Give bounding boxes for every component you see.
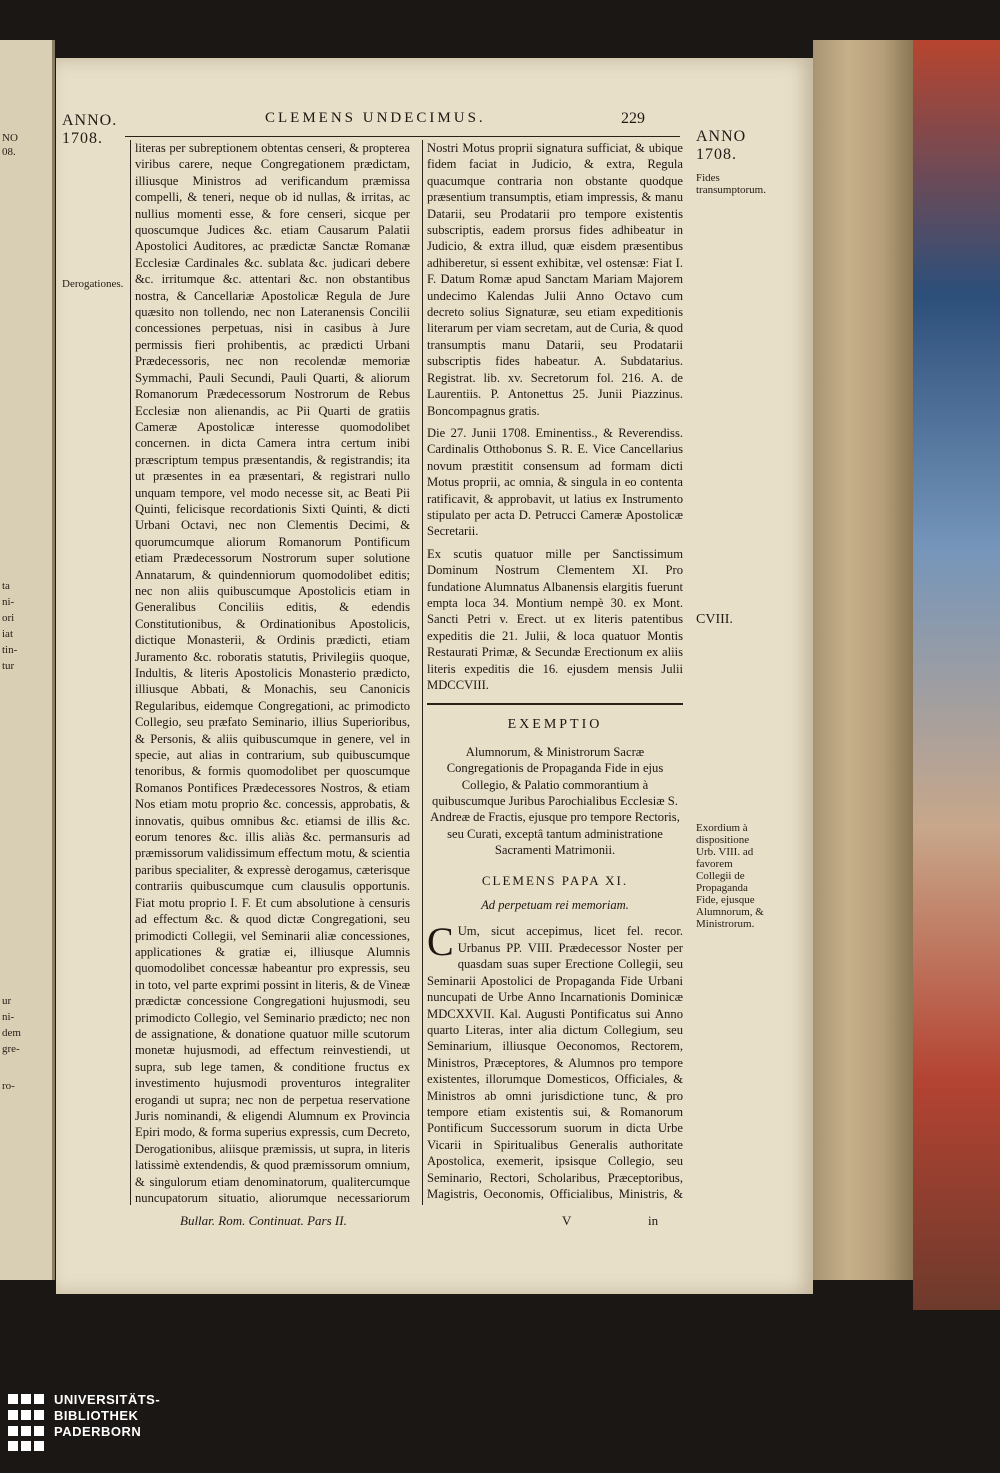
- prev-page-fragment: tur: [2, 660, 15, 672]
- logo-line: BIBLIOTHEK: [54, 1408, 139, 1423]
- logo-text: [54, 1392, 160, 1440]
- marginal-note-exordium: Exordium à dispositione Urb. VIII. ad favorem Collegii de Propaganda Fide, ejusque Alumnorum, & Ministrorum.: [696, 822, 764, 930]
- margin-year-left: [62, 112, 122, 148]
- signature-mark: V: [562, 1213, 572, 1228]
- prev-page-fragment: ni-: [2, 596, 15, 608]
- paragraph: Die 27. Junii 1708. Eminentiss., & Reverendiss. Cardinalis Otthobonus S. R. E. Vice Cancellarius novum præstitit consensum ad formam dicti Motus proprii, ac omnia, & singula in eo contenta ratificavit, & approbavit, ut latius ex Instrumento stipulato per acta D. Petrucci Cameræ Apostolicæ Secretarii.: [427, 425, 683, 539]
- prev-page-fragment: ro-: [2, 1080, 15, 1092]
- anno-label: ANNO: [696, 128, 747, 145]
- paragraph: [427, 919, 683, 1205]
- left-text-column: [130, 140, 410, 1205]
- page-fore-edge: [813, 40, 913, 1280]
- logo-grid-icon: [8, 1394, 44, 1454]
- section-summary: Alumnorum, & Ministrorum Sacræ Congregationis de Propaganda Fide in ejus Collegio, & Palatio commorantium à quibuscumque Juribus Parochialibus Ecclesiæ S. Andreæ de Fractis, ejusque pro tempore Rectoris, seu Curati, exceptâ tantum administratione Sacramenti Matrimonii.: [430, 744, 680, 858]
- running-head-title: CLEMENS UNDECIMUS.: [265, 110, 486, 126]
- prev-page-fragment: gre-: [2, 1043, 20, 1055]
- prev-page-fragment: NO: [2, 132, 18, 144]
- paragraph: Nostri Motus proprii signatura sufficiat, & ubique fidem faciat in Judicio, & extra, Regula quacumque contraria non obstante quodque præsentium transumptis, etiam impressis, & manu Datarii, seu Prodatarii pro tempore existentis subscriptis, eadem prorsus fides adhibeatur in Judicio, & extra illud, quæ eisdem præsentibus adhiberetur, si essent exhibitæ, vel ostensæ: Fiat I. F. Datum Romæ apud Sanctam Mariam Majorem undecimo Kalendas Julii Anno Octavo cum decreto solius Signaturæ, seu etiam expeditionis literarum per viam secretam, aut de Curia, & quod transumptis manu Datarii, seu Prodatarii subscriptis fides habeatur. A. Subdatarius. Registrat. lib. xv. Secretorum fol. 216. A. de Laurentiis. P. Antonettus 25. Junii Piazzinus. Boncompagnus gratis.: [427, 141, 683, 418]
- prev-page-fragment: ta: [2, 580, 10, 592]
- anno-year: 1708.: [696, 146, 737, 163]
- page-number: 229: [621, 110, 645, 127]
- paragraph: Ex scutis quatuor mille per Sanctissimum Dominum Nostrum Clementem XI. Pro fundatione Alumnatus Albanensis elargitis fuerunt empta loca 34. Montium nempè 30. ex Mont. Sancti Petri v. Erect. ut ex literis patentibus expeditis die 21. Julii, & loca quatuor Montis Restaurati Primæ, & Secundæ Erectionum ex aliis literis expeditis die 16. ejusdem mensis Julii MDCCVIII.: [427, 546, 683, 692]
- prev-page-fragment: iat: [2, 628, 13, 640]
- pope-title: CLEMENS PAPA XI.: [481, 872, 629, 888]
- previous-page-edge: [0, 40, 55, 1280]
- prev-page-fragment: ur: [2, 995, 12, 1007]
- marginal-note-fides: Fides transumptorum.: [696, 172, 766, 196]
- drop-cap: C: [427, 919, 454, 965]
- prev-page-fragment: ori: [2, 612, 15, 624]
- paragraph: literas per subreptionem obtentas censeri, & propterea viribus carere, neque Congregationem prædictam, illiusque Ministros ad verificandum præmissa compelli, & teneri, neque ob id nullas, & irritas, ac nullius momenti esse, & fore censeri, sicque per quoscumque Judices &c. etiam Causarum Palatii Apostolici Auditores, ac prædictæ Sanctæ Romanæ Ecclesiæ Cardinales &c. sublata &c. judicari debere &c. irritumque &c. attentari &c. non obstantibus nostra, & Cancellariæ Apostolicæ Regula de Jure quæsito non tollendo, nec non Lateranensis Concilii concessiones perpetuas, nisi in casibus à Jure permissis fieri prohibentis, ac prædicti Urbani Prædecessoris, nec non recolendæ memoriæ Symmachi, Pauli Secundi, Pauli Quarti, & aliorum Romanorum Prædecessorum Nostrorum de Rebus Ecclesiæ non alienandis, ac Pii Quarti de gratiis Cameræ Apostolicæ interesse quomodolibet concernen. in dicta Camera intra certum inibi præscriptum tempus præsentandis, & registrandis; ita ut præsentes in ea præsentari, & registrari nullo unquam tempore, vel modo necesse sit, ac Beati Pii Quinti, felicisque recordationis Sixti Quinti, & dicti Urbani Octavi, nec non Clementis Decimi, & quorumcumque aliorum Romanorum Pontificum etiam Prædecessorum Nostrorum super solutione Annatarum, & quindenniorum quomodolibet editis; nec non aliis quibuscumque Apostolicis etiam in Generalibus Conciliis editis, & edendis Constitutionibus, & Ordinationibus Apostolicis, dictique Monasterii, & Ordinis prædicti, etiam Juramento &c. roboratis statutis, Privilegiis quoque, Indultis, & literis Apostolicis Monasterio prædicto, illiusque Abbati, & Monachis, seu Canonicis Regularibus, eidemque Congregationi, ac primodicto Collegio, seu præfato Seminario, illius Superioribus, & Personis, & aliis quibuscumque in genere, vel in specie, aut alias in contrarium, sub quibuscumque tenoribus, & formis quomodolibet per quoscumque Romanos Pontifices Prædecessores Nostros, & etiam Nos etiam motu proprio &c. concessis, approbatis, & innovatis, quibus omnibus &c. etiamsi de illis &c. eorum tenores &c. illis aliàs &c. permansuris ad præmissorum validissimum effectum motu, & scientia paribus specialiter, & expressè derogamus, cæterisque contrariis quibuscumque cum clausulis opportunis. Fiat motu proprio I. F. Et cum absolutione à censuris ad effectum &c. & quod dictæ Congregationi, seu primodicti Collegii, vel Seminarii aliæ concessiones, applicationes & gratiæ ei, illiusque Alumnis quomodolibet concessæ habeantur pro expressis, seu in toto, vel parte exprimi possint in literis, & de Vineæ prædictæ concessione Congregationi hujusmodi, seu primodicto Collegio, vel Seminario prædicto; nec non de assignatione, & donatione quatuor mille scutorum monetæ hujusmodi, ad effectum reinvestiendi, ut supra, sub lege tamen, & conditione fructus ex investimento hujusmodi proventuros integraliter erogandi ut supra; nec non de perpetua reservatione Juris nominandi, & eligendi Alumnum ex Provincia Epiri modo, & forma superius expressis, cum Decreto, Derogationibus, aliisque præmissis, ut supra, in literis latissimè extendendis, & quod præmissorum omnium, & singulorum etiam denominatorum, qualitercumque nuncupatorum situatio, aliorumque necessariorum: [135, 141, 410, 1205]
- library-logo: [8, 1388, 178, 1464]
- logo-line: UNIVERSITÄTS-: [54, 1392, 161, 1407]
- bull-body: Um, sicut accepimus, licet fel. recor. Urbanus PP. VIII. Prædecessor Noster per quasdam suas super Erectione Collegii, seu Seminarii Apostolici de Propaganda Fide Urbani nuncupati de Urbe Anno Incarnationis Dominicæ MDCXXVII. Kal. Augusti Pontificatus sui Anno quarto Literas, inter alia dictum Collegium, seu Seminarium, illiusque Oeconomos, Rectorem, Ministros, Præceptores, & Alumnos pro tempore existentes, illorumque Domesticos, Officiales, & Ministros ab omni jurisdictione tunc, & pro tempore etiam existentis sui, & Romanorum Pontificum Successorum suorum in dicta Urbe Vicarii in Spiritualibus Generalis authoritate Apostolica, exemerit, ipsisque Collegio, seu Seminario, Rectori, Scholaribus, Præceptoribus, Magistris, Oeconomis, Officialibus, Ministris, &: [427, 924, 683, 1201]
- book-cover-marbled: [913, 40, 1000, 1310]
- logo-line: PADERBORN: [54, 1424, 142, 1439]
- section-rule: [427, 703, 683, 705]
- right-text-column: [422, 140, 683, 1205]
- anno-year: 1708.: [62, 130, 103, 147]
- prev-page-fragment: dem: [2, 1027, 21, 1039]
- footer-title: Bullar. Rom. Continuat. Pars II.: [180, 1213, 347, 1228]
- prev-page-fragment: 08.: [2, 146, 16, 158]
- catchword: in: [648, 1213, 659, 1228]
- section-number: CVIII.: [696, 612, 733, 627]
- memoriam-line: Ad perpetuam rei memoriam.: [481, 898, 629, 913]
- margin-year-right: [696, 128, 766, 164]
- page-footer: [180, 1213, 680, 1233]
- marginal-note-derogationes: Derogationes.: [62, 278, 124, 290]
- section-heading: EXEMPTIO: [507, 717, 603, 733]
- running-head: [125, 110, 680, 137]
- prev-page-fragment: ni-: [2, 1011, 15, 1023]
- anno-label: ANNO.: [62, 112, 118, 129]
- prev-page-fragment: tin-: [2, 644, 18, 656]
